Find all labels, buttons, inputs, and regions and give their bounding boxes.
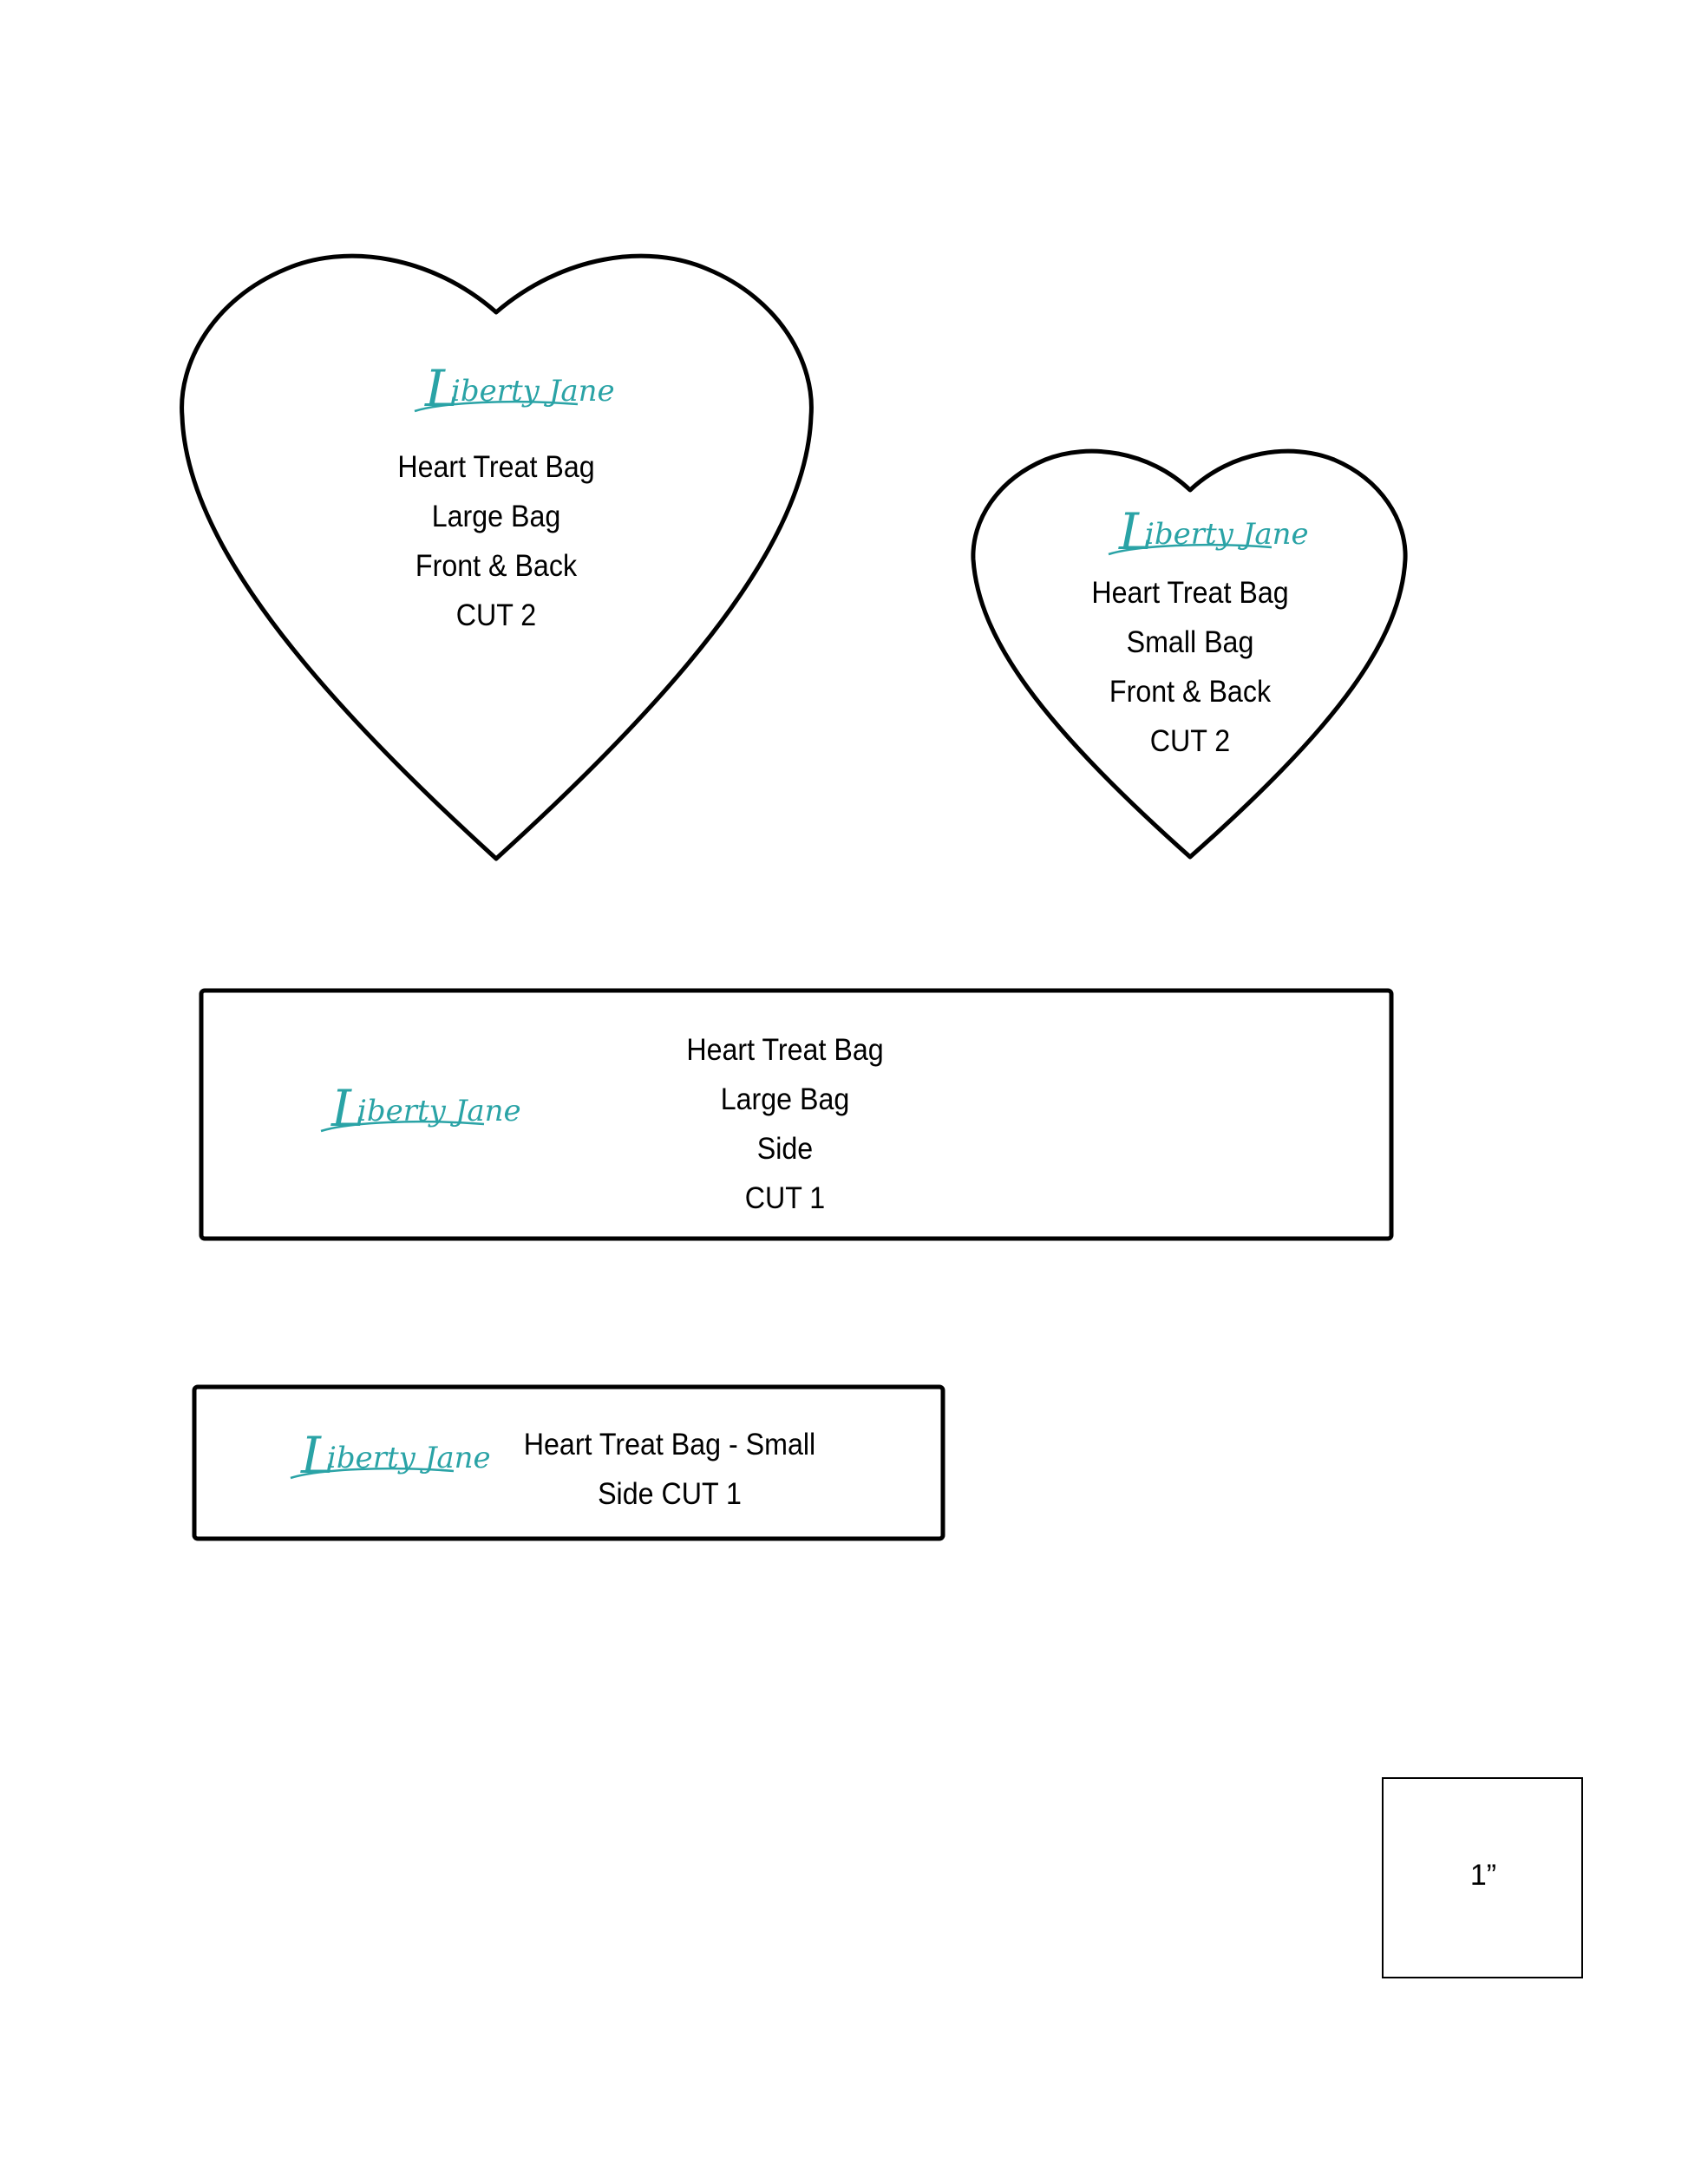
svg-text:iberty Jane: iberty Jane — [451, 374, 615, 409]
scale-square-label: 1” — [1469, 1859, 1497, 1892]
piece-cut: CUT 2 — [1149, 724, 1231, 758]
piece-cut: CUT 2 — [455, 598, 537, 632]
liberty-jane-logo — [408, 359, 615, 420]
svg-text:iberty Jane: iberty Jane — [1145, 517, 1309, 552]
svg-text:L: L — [425, 359, 459, 418]
small-side-label — [510, 1420, 829, 1519]
piece-size: Large Bag — [431, 500, 561, 533]
small-heart-label — [1030, 568, 1350, 766]
piece-cut: CUT 1 — [744, 1181, 826, 1215]
svg-text:L: L — [1119, 502, 1153, 561]
large-side-label — [625, 1025, 945, 1223]
piece-part: Front & Back — [1109, 675, 1272, 709]
svg-text:iberty Jane: iberty Jane — [357, 1094, 521, 1128]
liberty-jane-logo — [1102, 502, 1309, 563]
piece-size: Large Bag — [720, 1082, 850, 1116]
piece-cut: Side CUT 1 — [598, 1477, 742, 1511]
piece-title: Heart Treat Bag — [686, 1033, 884, 1067]
piece-title: Heart Treat Bag — [1091, 576, 1289, 610]
piece-title: Heart Treat Bag - Small — [523, 1428, 816, 1461]
piece-part: Front & Back — [415, 549, 578, 583]
liberty-jane-logo — [314, 1079, 521, 1140]
large-heart-label — [337, 442, 656, 640]
piece-title: Heart Treat Bag — [397, 450, 595, 484]
piece-part: Side — [756, 1132, 814, 1166]
svg-text:L: L — [301, 1426, 335, 1485]
piece-size: Small Bag — [1126, 625, 1254, 659]
svg-text:L: L — [331, 1079, 365, 1138]
svg-text:iberty Jane: iberty Jane — [327, 1441, 491, 1475]
liberty-jane-logo — [284, 1426, 491, 1487]
